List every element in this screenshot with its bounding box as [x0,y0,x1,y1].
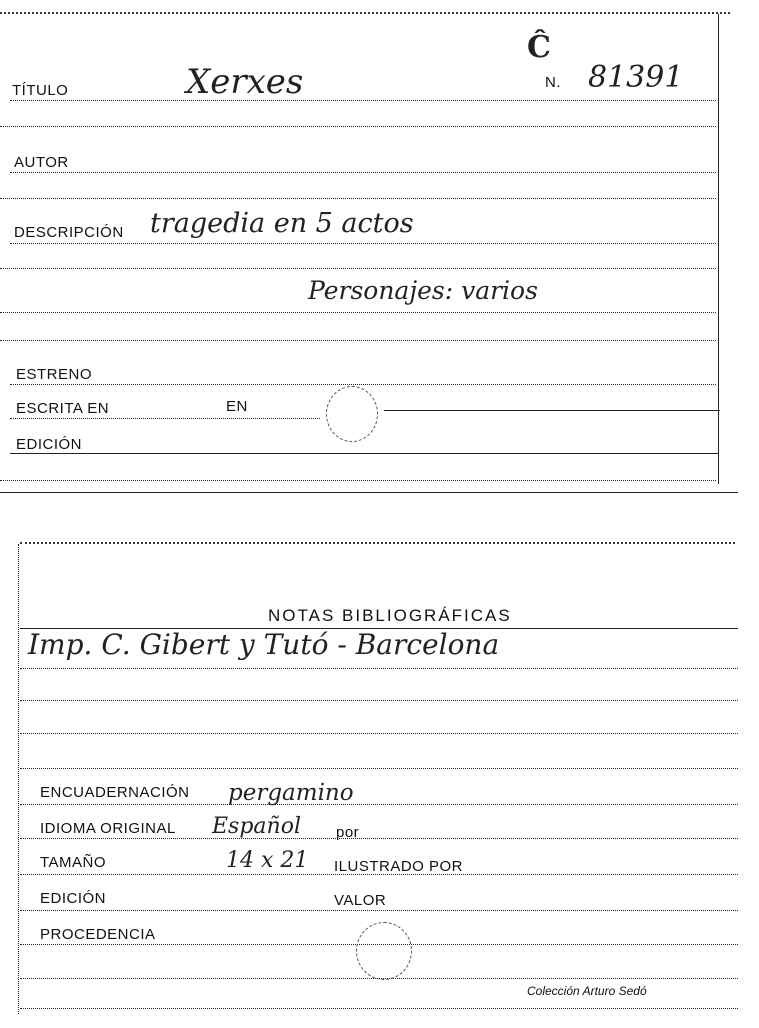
edition-rule [10,453,718,454]
number-value: 81391 [588,60,684,95]
binding-label: ENCUADERNACIÓN [40,784,190,801]
written-in-label: ESCRITA EN [16,400,110,417]
description-rule [10,243,716,244]
imprint-note: Imp. C. Gibert y Tutó - Barcelona [28,628,500,661]
card-cut-line [0,492,738,493]
notes-rule-3 [20,700,738,701]
size-rule [20,874,738,875]
card-left-edge [18,544,19,1014]
description-label: DESCRIPCIÓN [14,224,124,241]
language-rule [20,838,738,839]
notes-rule-4 [20,733,738,734]
edition-rule [20,910,738,911]
by-label: por [336,824,360,841]
binding-value: pergamino [228,780,354,806]
punch-hole-mark [356,922,412,980]
catalog-card-front [0,0,759,500]
edition-label: EDICIÓN [40,890,107,907]
provenance-label: PROCEDENCIA [40,926,156,943]
original-language-value: Español [212,814,301,839]
in-label: EN [226,398,248,415]
card-bottom-rule [0,480,716,481]
description-value: tragedia en 5 actos [150,208,414,239]
author-label: AUTOR [14,154,69,171]
illustrated-by-label: ILUSTRADO POR [334,858,464,875]
edition-label: EDICIÓN [16,436,83,453]
original-language-label: IDIOMA ORIGINAL [40,820,176,837]
catalog-card-back [0,530,759,1028]
author-rule [10,172,716,173]
size-label: TAMAÑO [40,854,107,871]
written-in-rule-right [384,410,720,411]
card-top-edge [0,12,730,14]
blank-rule-5 [0,340,716,341]
bibliographic-notes-heading: NOTAS BIBLIOGRÁFICAS [268,606,512,625]
premiere-rule [10,384,716,385]
corner-mark: Ĉ [527,30,551,65]
blank-rule-4 [0,312,716,313]
written-in-rule [10,418,320,419]
premiere-label: ESTRENO [16,366,93,383]
binding-rule [20,804,738,805]
title-value: Xerxes [186,62,304,102]
characters-value: Personajes: varios [308,276,538,305]
size-value: 14 x 21 [226,848,309,873]
notes-rule-2 [20,668,738,669]
card-right-edge [718,14,719,484]
collection-footer: Colección Arturo Sedó [527,984,647,998]
notes-rule-5 [20,768,738,769]
card-top-edge [20,542,735,544]
blank-rule-1 [0,126,716,127]
number-label: N. [545,74,561,91]
title-label: TÍTULO [12,82,69,99]
card-bottom-rule [20,1008,738,1009]
blank-rule-3 [0,268,716,269]
value-label: VALOR [334,892,387,909]
title-rule [10,100,716,101]
punch-hole-mark [326,386,378,442]
notes-rule-bottom [20,978,738,979]
blank-rule-2 [0,198,716,199]
